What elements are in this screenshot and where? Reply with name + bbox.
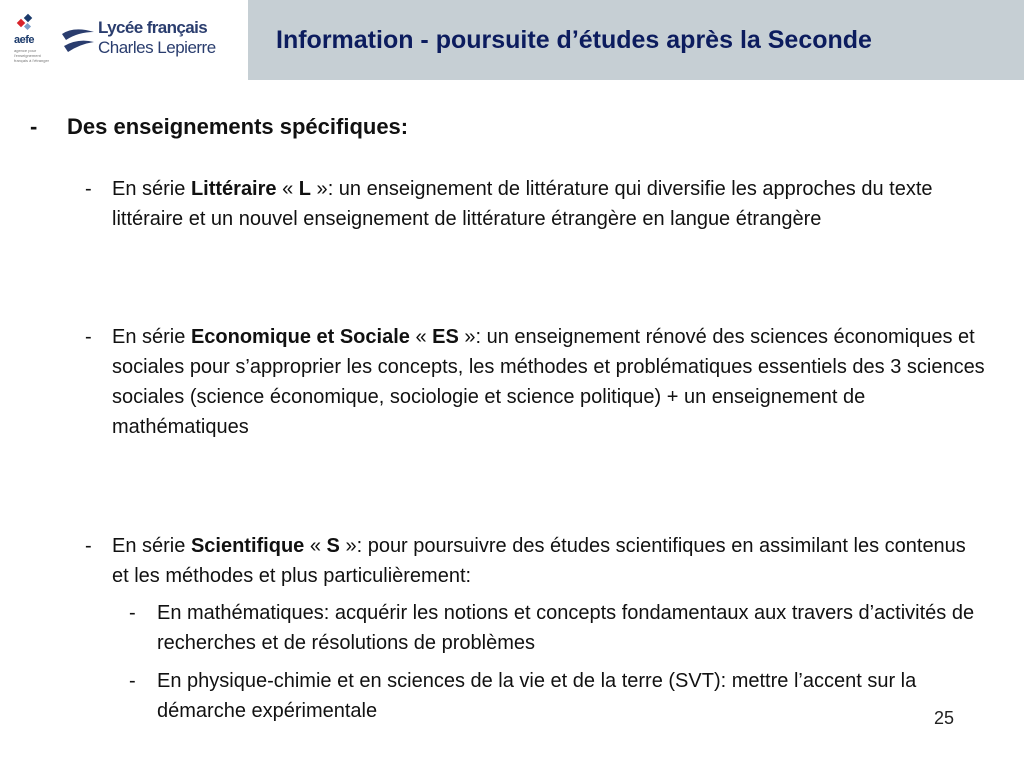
serie-description: : un enseignement rénové des sciences économiques et sociales pour s’approprier les concepts, les méthodes et problématiques essentiels des 3 sciences sociales (science économique, sociologie et science politique) + un enseignement de mathématiques [112,326,985,438]
serie-code: S [326,535,340,557]
serie-prefix: En série [112,178,191,200]
quote-open: « [276,178,299,200]
bullet-serie-es [85,322,985,442]
bullet-dash: - [85,535,92,557]
subbullet-maths [129,598,979,658]
bullet-dash: - [129,670,136,692]
subbullet-physique [129,666,979,726]
bullet-serie-l [85,174,985,234]
bullet-dash: - [85,178,92,200]
lycee-name: Lycée français [98,18,208,37]
serie-description: : pour poursuivre des études scientifiques en assimilant les contenus et les méthodes et plus particulièrement: [112,535,966,587]
quote-open: « [409,326,433,348]
section-heading: Des enseignements spécifiques: [67,114,409,139]
bullet-dash: - [30,114,38,139]
serie-prefix: En série [112,326,191,348]
serie-description: : un enseignement de littérature qui diversifie les approches du texte littéraire et un nouvel enseignement de littérature étrangère en langue étrangère [112,178,933,230]
serie-prefix: En série [112,535,191,557]
bullet-serie-s [85,531,985,591]
subbullet-text: En physique-chimie et en sciences de la vie et de la terre (SVT): mettre l’accent sur la démarche expérimentale [157,670,917,722]
bullet-dash: - [85,326,92,348]
bullet-text [85,322,985,442]
serie-name: Economique et Sociale [190,326,410,348]
slide-title: Information - poursuite d’études après la Seconde [276,26,872,54]
quote-open: « [304,535,327,557]
heading-bullet [30,114,730,140]
serie-code: L [298,178,311,200]
aefe-text: aefe [14,34,35,46]
subbullet-text: En mathématiques: acquérir les notions et concepts fondamentaux aux travers d’activités de recherches et de résolutions de problèmes [157,602,975,654]
quote-close: » [458,326,476,348]
bullet-text [85,531,985,591]
lycee-subname: Charles Lepierre [98,38,216,57]
quote-close: » [339,535,357,557]
bullet-text [85,174,985,234]
serie-code: ES [432,326,459,348]
bullet-dash: - [129,602,136,624]
slide-number: 25 [934,708,955,728]
quote-close: » [311,178,328,200]
serie-name: Scientifique [190,535,305,557]
aefe-subtext: agence pour l'enseignement français à l'étranger [14,48,50,63]
serie-name: Littéraire [190,178,277,200]
